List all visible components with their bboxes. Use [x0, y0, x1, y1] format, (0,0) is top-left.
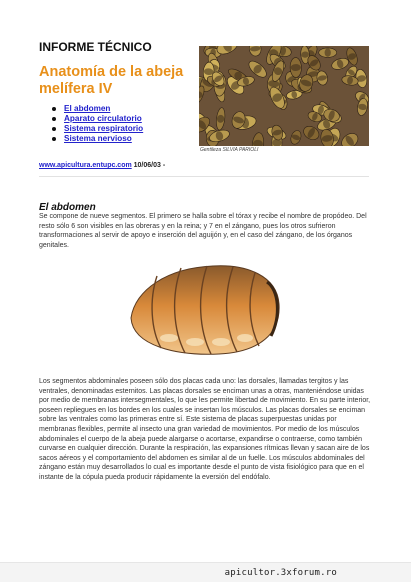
bees-photo	[199, 46, 369, 146]
article-heading: El abdomen	[39, 202, 96, 213]
source-link[interactable]: www.apicultura.entupc.com	[39, 162, 132, 169]
article-paragraph-2: Los segmentos abdominales poseen sólo dos placas cada uno: las dorsales, llamadas tergitos y las ventrales, denominadas esternitos. Las placas dorsales se enciman unas a otras, manteniéndose unidas por medio de membranas intersegmentales, lo que les permite libertad de movimiento. En su parte interior, poseen repliegues en los bordes en los cuales se insertan los músculos. Las placas dorsales se enciman sobre las ventrales como las primeras entre sí. Este sistema de placas superpuestas unidas por membranas flexibles, permite al insecto una gran variedad de movimientos. Por medio de los músculos abdominales el cuerpo de la abeja puede alargarse o acortarse, expandirse o contraerse, como también curvarse en cualquier dirección. Durante la respiración, las expansiones rítmicas llevan y sacan aire de los sacos aéreos y el comportamiento del abdomen es similar al de un fuelle. Los músculos abdominales del zángano están muy desarrollados lo cual es importante desde el punto de vista fisiológico para que en el instante de la cópula pueda producir rápidamente la eversión del endófalo.	[39, 378, 371, 481]
toc-item	[52, 124, 143, 134]
toc-link-circulatory[interactable]: Aparato circulatorio	[64, 114, 142, 123]
divider	[39, 176, 369, 177]
article-paragraph-1: Se compone de nueve segmentos. El primero se halla sobre el tórax y recibe el nombre de propódeo. Del resto sólo 6 son visibles en las obreras y en la reina; y 7 en el zángano, pues los otros sufrieron transformaciones al servir de apoyo e inserción del aguijón y, en el caso del zángano, de los órganos genitales.	[39, 213, 367, 249]
table-of-contents	[52, 104, 143, 144]
footer-bar	[0, 562, 411, 582]
footer-site: apicultor.3xforum.ro	[224, 568, 337, 578]
source-line	[39, 162, 165, 169]
page-title: Anatomía de la abeja melífera IV	[39, 64, 184, 97]
toc-item	[52, 134, 143, 144]
photo-credit: Gentileza SILVIA PARIOLI	[200, 147, 259, 153]
toc-item	[52, 114, 143, 124]
toc-link-abdomen[interactable]: El abdomen	[64, 104, 111, 113]
section-label: INFORME TÉCNICO	[39, 40, 152, 54]
toc-link-nervous[interactable]: Sistema nervioso	[64, 134, 132, 143]
source-date: 10/06/03 -	[131, 162, 166, 169]
toc-link-respiratory[interactable]: Sistema respiratorio	[64, 124, 144, 133]
abdomen-illustration	[127, 260, 285, 360]
bee-stripe	[325, 48, 331, 56]
toc-item	[52, 104, 143, 114]
bees-illustration	[199, 46, 369, 146]
abdomen-drawing	[127, 260, 285, 360]
